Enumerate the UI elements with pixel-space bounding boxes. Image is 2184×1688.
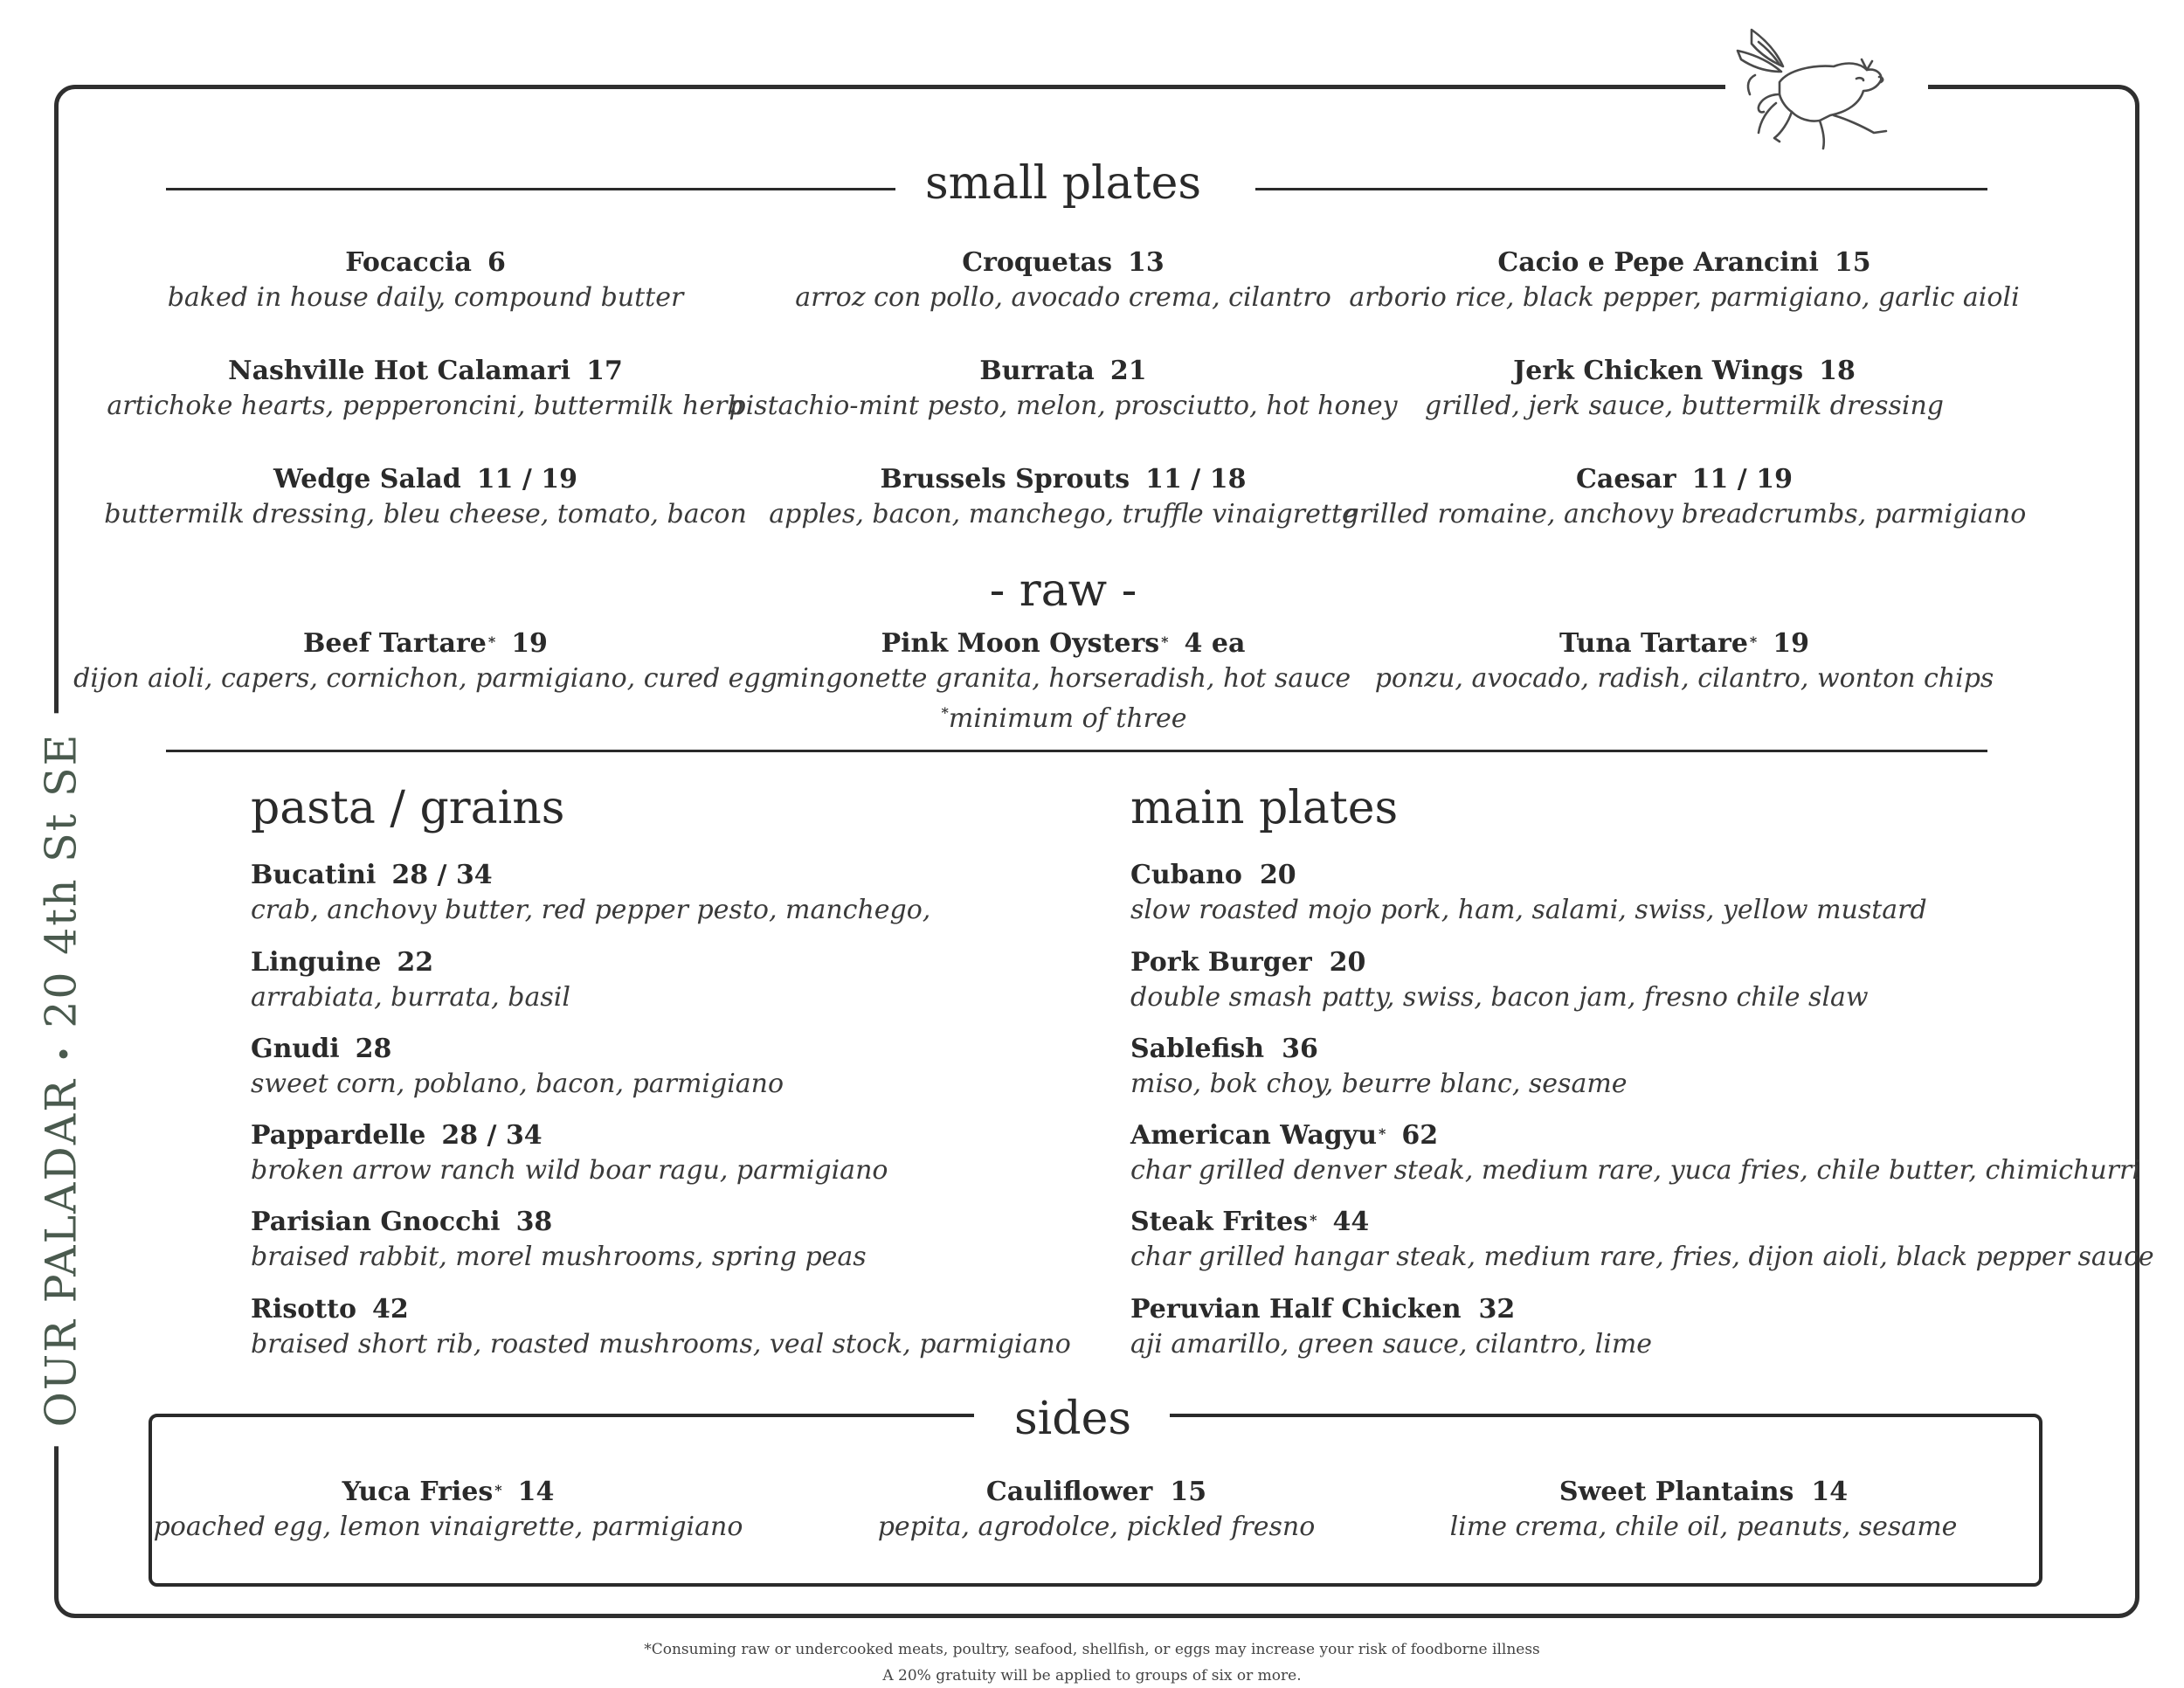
menu-item: Parisian Gnocchi 38 braised rabbit, morel mushrooms, spring peas [251, 1207, 867, 1272]
menu-item: Cauliflower 15 pepita, agrodolce, pickled fresno [877, 1477, 1316, 1542]
menu-item: Linguine 22 arrabiata, burrata, basil [251, 947, 570, 1013]
menu-item: Sablefish 36 miso, bok choy, beurre blanc, sesame [1130, 1034, 1628, 1099]
small-plates-rule-right [1255, 188, 1987, 190]
menu-item: Tuna Tartare * 19 ponzu, avocado, radish, cilantro, wonton chips [1374, 628, 1994, 694]
menu-item: Croquetas 13 arroz con pollo, avocado crema, cilantro [795, 247, 1331, 313]
menu-item: Sweet Plantains 14 lime crema, chile oil, peanuts, sesame [1449, 1477, 1958, 1542]
menu-item: Brussels Sprouts 11 / 18 apples, bacon, manchego, truffle vinaigrette [769, 464, 1358, 529]
flying-pig-logo-icon [1725, 24, 1928, 159]
menu-item: Burrata 21 pistachio-mint pesto, melon, prosciutto, hot honey [729, 356, 1398, 421]
small-plates-rule-left [166, 188, 895, 190]
menu-item: Yuca Fries * 14 poached egg, lemon vinaigrette, parmigiano [153, 1477, 743, 1542]
menu-item: Cubano 20 slow roasted mojo pork, ham, salami, swiss, yellow mustard [1130, 860, 1927, 925]
restaurant-name: OUR PALADAR [36, 1078, 86, 1428]
menu-item: Gnudi 28 sweet corn, poblano, bacon, parmigiano [251, 1034, 784, 1099]
separator-dot: • [47, 1043, 82, 1063]
menu-item: Steak Frites * 44 char grilled hangar steak, medium rare, fries, dijon aioli, black pepper sauce [1130, 1207, 2154, 1272]
pasta-heading: pasta / grains [251, 782, 565, 834]
menu-item: American Wagyu * 62 char grilled denver steak, medium rare, yuca fries, chile butter, chimichurri [1130, 1120, 2140, 1186]
main-plates-heading: main plates [1130, 782, 1399, 834]
menu-item: Caesar 11 / 19 grilled romaine, anchovy breadcrumbs, parmigiano [1342, 464, 2027, 529]
gratuity-notice: A 20% gratuity will be applied to groups of six or more. [882, 1667, 1302, 1685]
restaurant-address: 20 4th St SE [36, 732, 86, 1028]
menu-item: Pink Moon Oysters * 4 ea mingonette granita, horseradish, hot sauce *minimum of three [775, 628, 1351, 734]
health-disclaimer: *Consuming raw or undercooked meats, poultry, seafood, shellfish, or eggs may increase your risk of foodborne illness [644, 1641, 1540, 1658]
side-address-label [37, 714, 86, 1447]
menu-item: Beef Tartare * 19 dijon aioli, capers, cornichon, parmigiano, cured egg [73, 628, 778, 694]
menu-item: Jerk Chicken Wings 18 grilled, jerk sauce, buttermilk dressing [1425, 356, 1944, 421]
menu-item: Peruvian Half Chicken 32 aji amarillo, green sauce, cilantro, lime [1130, 1294, 1653, 1359]
sides-heading: sides [1013, 1393, 1132, 1445]
menu-item: Risotto 42 braised short rib, roasted mushrooms, veal stock, parmigiano [251, 1294, 1071, 1359]
menu-item: Bucatini 28 / 34 crab, anchovy butter, red pepper pesto, manchego, [251, 860, 931, 925]
section-divider [166, 750, 1987, 752]
menu-item: Cacio e Pepe Arancini 15 arborio rice, black pepper, parmigiano, garlic aioli [1349, 247, 2020, 313]
menu-item: Nashville Hot Calamari 17 artichoke hearts, pepperoncini, buttermilk herb [107, 356, 744, 421]
small-plates-heading: small plates [924, 157, 1202, 210]
menu-item: Pappardelle 28 / 34 broken arrow ranch wild boar ragu, parmigiano [251, 1120, 888, 1186]
raw-heading: - raw - [989, 564, 1137, 617]
menu-item: Pork Burger 20 double smash patty, swiss, bacon jam, fresno chile slaw [1130, 947, 1869, 1013]
oyster-note: *minimum of three [941, 703, 1187, 734]
menu-item: Focaccia 6 baked in house daily, compound butter [167, 247, 684, 313]
menu-item: Wedge Salad 11 / 19 buttermilk dressing, bleu cheese, tomato, bacon [104, 464, 747, 529]
